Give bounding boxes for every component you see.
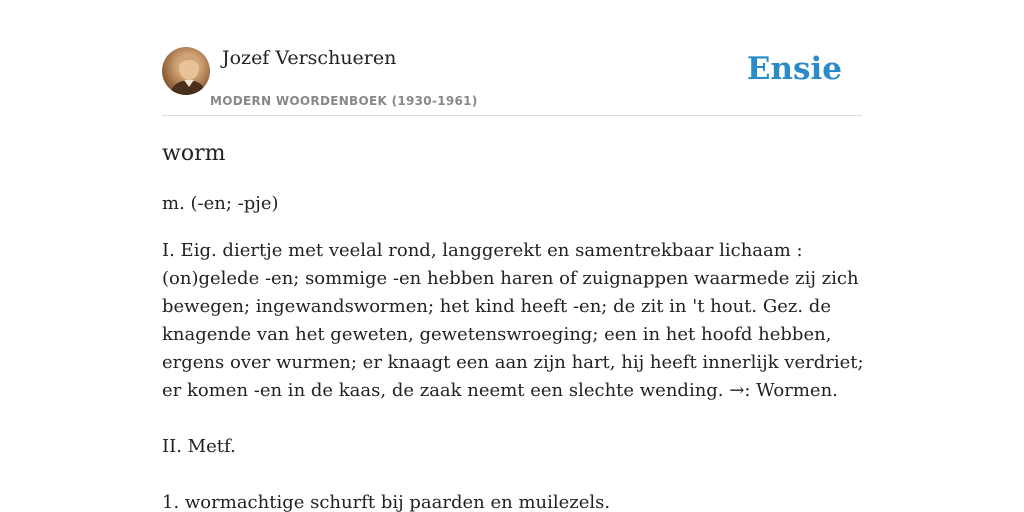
dictionary-entry	[162, 138, 867, 512]
source-label[interactable]: MODERN WOORDENBOEK (1930-1961)	[210, 94, 478, 108]
ensie-logo[interactable]: Ensie	[746, 51, 842, 87]
entry-definition-3: 1. wormachtige schurft bij paarden en muilezels.	[162, 492, 611, 512]
author-avatar[interactable]	[162, 47, 210, 95]
portrait-icon	[162, 47, 210, 95]
entry-grammar: m. (-en; -pje)	[162, 193, 279, 214]
entry-headword: worm	[162, 141, 226, 166]
author-name[interactable]: Jozef Verschueren	[222, 47, 397, 69]
entry-definition-2: II. Metf.	[162, 436, 236, 457]
header	[162, 0, 862, 116]
entry-definition-1: I. Eig. diertje met veelal rond, langgerekt en samentrekbaar lichaam : (on)gelede -en; sommige -en hebben haren of zuignappen waarmede zij zich bewegen; ingewandswormen; het kind heeft -en; de zit in 't hout. Gez. de knagende van het geweten, gewetenswroeging; een in het hoofd hebben, ergens over wurmen; er knaagt een aan zijn hart, hij heeft innerlijk verdriet; er komen -en in de kaas, de zaak neemt een slechte wending. →: Wormen.	[162, 240, 864, 401]
